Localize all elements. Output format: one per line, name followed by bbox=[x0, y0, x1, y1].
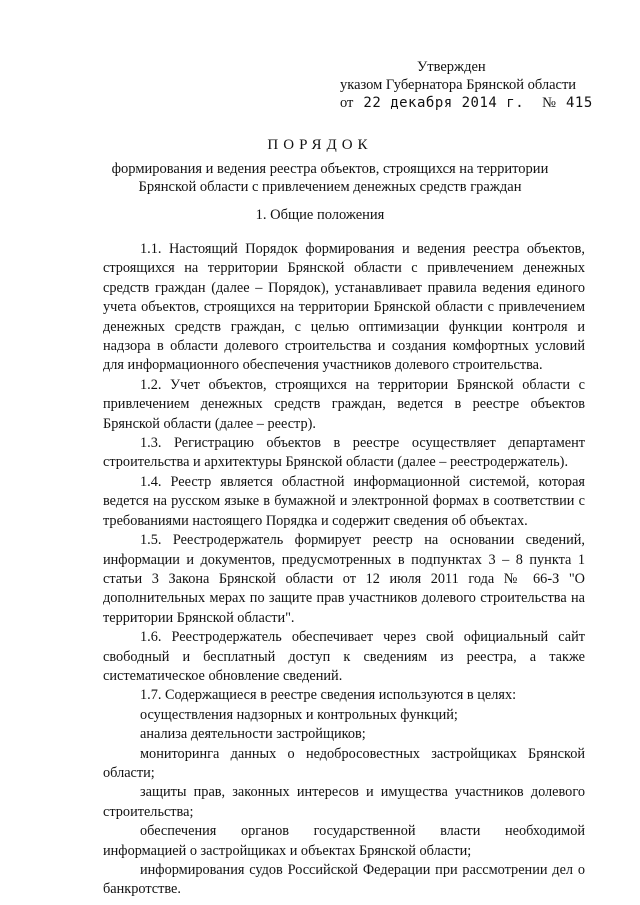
document-body bbox=[103, 240, 585, 900]
date-prefix: от bbox=[340, 95, 354, 111]
paragraph: 1.2. Учет объектов, строящихся на территории Брянской области с привлечением денежных средств граждан, ведется в реестре объектов Брянской области (далее – реестр). bbox=[103, 376, 585, 432]
document-title: ПОРЯДОК bbox=[267, 137, 373, 153]
paragraph: 1.5. Реестродержатель формирует реестр на основании сведений, информации и документов, предусмотренных в подпунктах 3 – 8 пункта 1 статьи 3 Закона Брянской области от 12 июля 2011 года № 66-З "О дополнительных мерах по защите прав участников долевого строительства на территории Брянской области". bbox=[103, 532, 585, 626]
handwritten-number: 415 bbox=[565, 95, 593, 111]
number-prefix: № bbox=[542, 95, 556, 111]
paragraph: 1.7. Содержащиеся в реестре сведения используются в целях: bbox=[140, 687, 517, 704]
list-item: мониторинга данных о недобросовестных застройщиках Брянской области; bbox=[103, 745, 585, 781]
document-subtitle: формирования и ведения реестра объектов, строящихся на территории Брянской области с привлечением денежных средств граждан bbox=[111, 161, 549, 195]
list-item: анализа деятельности застройщиков; bbox=[140, 726, 366, 743]
approval-authority: указом Губернатора Брянской области bbox=[340, 77, 577, 93]
section-heading: 1. Общие положения bbox=[255, 207, 385, 223]
list-item: обеспечения органов государственной власти необходимой информацией о застройщиках и объектах Брянской области; bbox=[103, 823, 585, 859]
approval-stamp bbox=[340, 58, 593, 112]
paragraph: 1.4. Реестр является областной информационной системой, которая ведется на русском языке в бумажной и электронной формах в соответствии с требованиями настоящего Порядка и содержит сведения об объектах. bbox=[103, 473, 585, 529]
list-item: осуществления надзорных и контрольных функций; bbox=[140, 706, 458, 723]
list-item: информирования судов Российской Федерации при рассмотрении дел о банкротстве. bbox=[103, 862, 585, 898]
list-item: защиты прав, законных интересов и имущества участников долевого строительства; bbox=[103, 784, 585, 820]
approval-heading: Утвержден bbox=[417, 59, 486, 75]
paragraph: 1.6. Реестродержатель обеспечивает через свой официальный сайт свободный и бесплатный доступ к сведениям из реестра, а также систематическое обновление сведений. bbox=[103, 629, 585, 684]
approval-date-line bbox=[340, 94, 593, 112]
paragraph: 1.1. Настоящий Порядок формирования и ведения реестра объектов, строящихся на территории Брянской области с привлечением денежных средств граждан (далее – Порядок), устанавливает правила ведения единого учета объектов, строящихся на территории Брянской области с привлечением денежных средств граждан, с целью оптимизации функции контроля и надзора в области долевого строительства и создания комфортных условий для информационного обеспечения участников долевого строительства. bbox=[103, 241, 585, 374]
paragraph: 1.3. Регистрацию объектов в реестре осуществляет департамент строительства и архитектуры Брянской области (далее – реестродержатель). bbox=[103, 435, 585, 471]
handwritten-date: 22 декабря 2014 г. bbox=[363, 95, 525, 111]
